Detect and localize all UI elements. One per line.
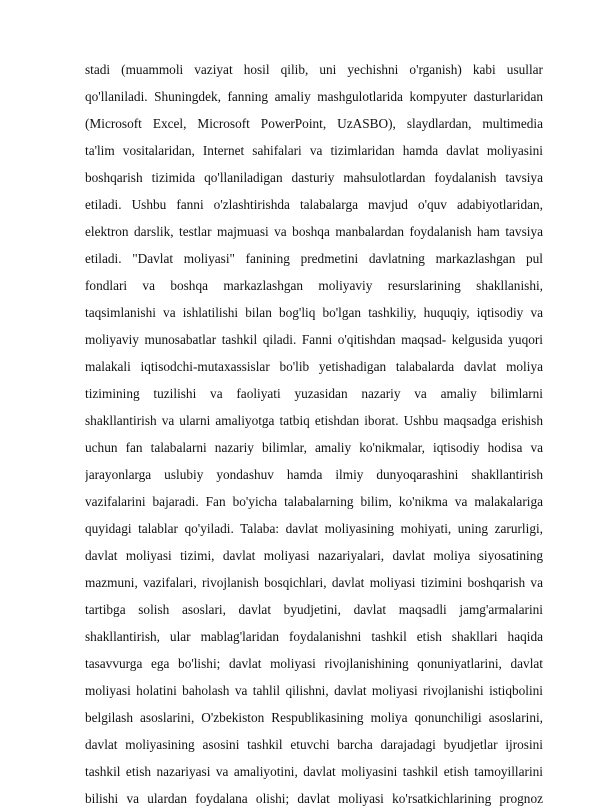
text-line: taqsimlanishi va ishlatilishi bilan bog'liq bo'lgan tashkiliy, huquqiy, iqtisodiy va [85,305,543,320]
text-line: quyidagi talablar qo'yiladi. Talaba: davlat moliyasining mohiyati, uning zarurligi, [85,521,543,536]
text-line: stadi (muammoli vaziyat hosil qilib, uni yechishni o'rganish) kabi usullar [85,62,543,77]
text-line: vazifalarini bajaradi. Fan bo'yicha talabalarning bilim, ko'nikma va malakalariga [85,494,543,509]
text-line: qo'llaniladi. Shuningdek, fanning amaliy mashgulotlarida kompyuter dasturlaridan [85,89,543,104]
text-line: elektron darslik, testlar majmuasi va boshqa manbalardan foydalanish ham tavsiya [85,224,543,239]
text-line: moliyasi holatini baholash va tahlil qilishni, davlat moliyasi rivojlanishi istiqbolini [85,683,543,698]
text-line: belgilash asoslarini, O'zbekiston Respublikasining moliya qonunchiligi asoslarini, [85,710,543,725]
text-line: etiladi. Ushbu fanni o'zlashtirishda talabalarga mavjud o'quv adabiyotlaridan, [85,197,543,212]
body-text [85,56,543,812]
text-line: uchun fan talabalarni nazariy bilimlar, amaliy ko'nikmalar, iqtisodiy hodisa va [85,440,543,455]
text-line: ta'lim vositalaridan, Internet sahifalari va tizimlaridan hamda davlat moliyasini [85,143,543,158]
text-line: etiladi. "Davlat moliyasi" fanining predmetini davlatning markazlashgan pul [85,251,543,266]
text-line: fondlari va boshqa markazlashgan moliyaviy resurslarining shakllanishi, [85,278,543,293]
text-line: davlat moliyasining asosini tashkil etuvchi barcha darajadagi byudjetlar ijrosini [85,737,543,752]
text-line: boshqarish tizimida qo'llaniladigan dasturiy mahsulotlardan foydalanish tavsiya [85,170,543,185]
text-line: davlat moliyasi tizimi, davlat moliyasi nazariyalari, davlat moliya siyosatining [85,548,543,563]
text-line: bilishi va ulardan foydalana olishi; davlat moliyasi ko'rsatkichlarining prognoz [85,791,543,806]
text-line: (Microsoft Excel, Microsoft PowerPoint, UzASBO), slaydlardan, multimedia [85,116,543,131]
text-line: jarayonlarga uslubiy yondashuv hamda ilmiy dunyoqarashini shakllantirish [85,467,543,482]
text-line: malakali iqtisodchi-mutaxassislar bo'lib yetishadigan talabalarda davlat moliya [85,359,543,374]
text-line: mazmuni, vazifalari, rivojlanish bosqichlari, davlat moliyasi tizimini boshqarish va [85,575,543,590]
text-line: tasavvurga ega bo'lishi; davlat moliyasi rivojlanishining qonuniyatlarini, davlat [85,656,543,671]
text-line: shakllantirish va ularni amaliyotga tatbiq etishdan iborat. Ushbu maqsadga erishish [85,413,543,428]
text-line: tashkil etish nazariyasi va amaliyotini, davlat moliyasini tashkil etish tamoyillarini [85,764,543,779]
text-line: shakllantirish, ular mablag'laridan foydalanishni tashkil etish shakllari haqida [85,629,543,644]
text-line: tartibga solish asoslari, davlat byudjetini, davlat maqsadli jamg'armalarini [85,602,543,617]
text-line: tizimining tuzilishi va faoliyati yuzasidan nazariy va amaliy bilimlarni [85,386,543,401]
text-line: moliyaviy munosabatlar tashkil qiladi. Fanni o'qitishdan maqsad- kelgusida yuqori [85,332,543,347]
